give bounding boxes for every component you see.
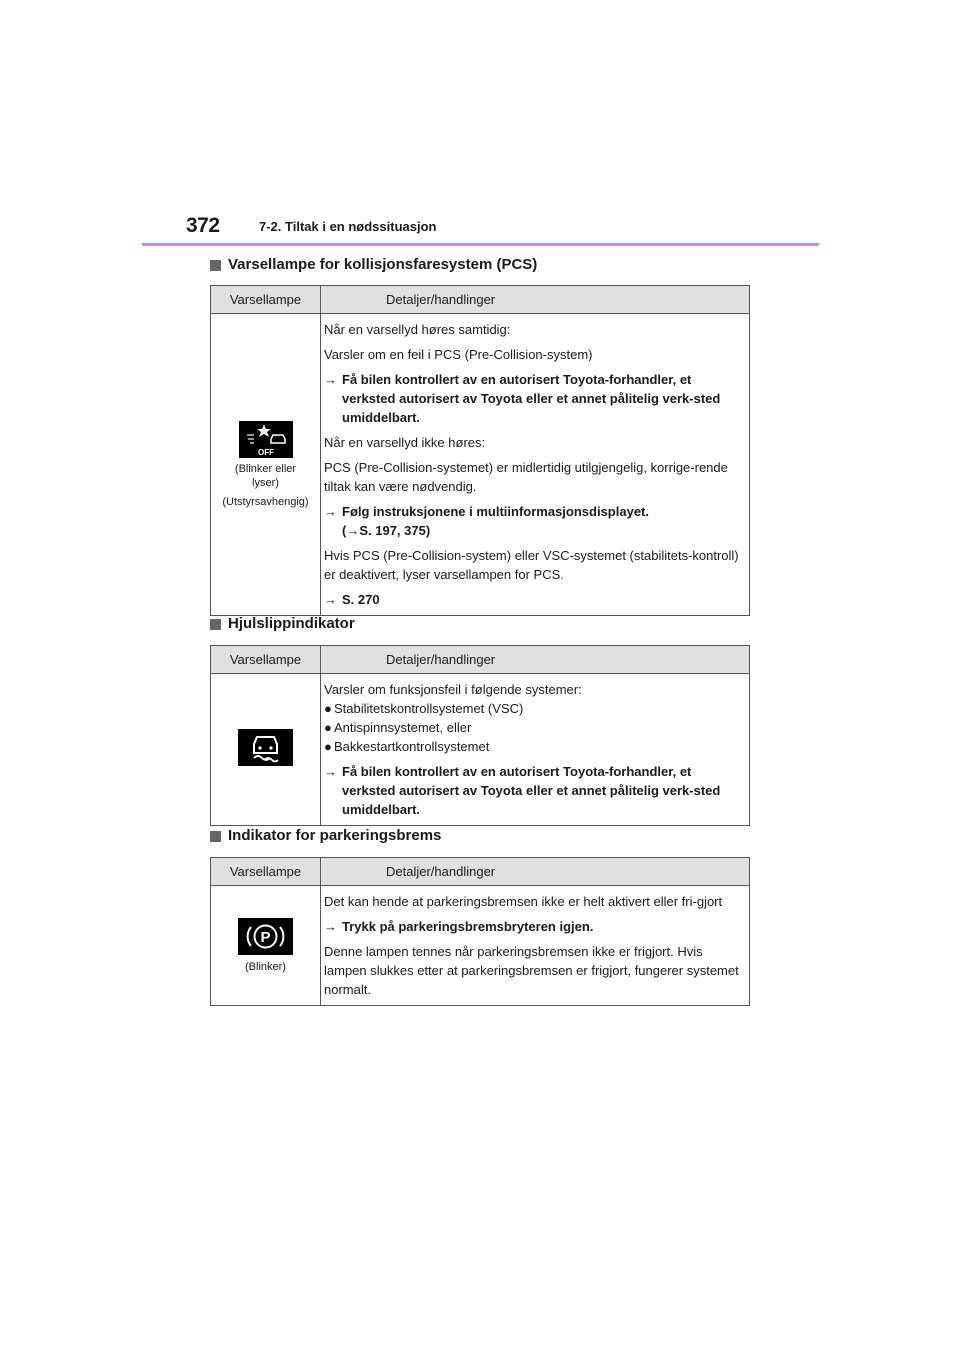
action-item [324,590,743,609]
action-item [324,370,743,427]
slip-table [210,645,750,826]
pcs-off-warning-icon [239,421,293,458]
heading-square-icon [210,260,221,271]
details-cell [321,674,750,826]
section-heading-pcs [210,256,537,273]
action-text: Følg instruksjonene i multiinformasjonsdisplayet. (→S. 197, 375) [342,504,649,538]
table-row [211,674,750,826]
page-number: 372 [186,214,220,237]
details-text: Når en varsellyd høres samtidig: [324,322,511,337]
page-reference-link[interactable]: S. 270 [342,592,380,607]
col-header-lamp: Varsellampe [211,646,321,674]
heading-square-icon [210,831,221,842]
section-heading-text: Varsellampe for kollisjonsfaresystem (PCS) [228,256,538,273]
section-heading-text: Hjulslippindikator [228,615,355,632]
bullet-icon: ● [324,720,332,735]
svg-text:P: P [260,928,271,946]
table-header-row [211,858,750,886]
section-heading-text: Indikator for parkeringsbrems [228,827,442,844]
details-text: Når en varsellyd ikke høres: [324,435,486,450]
action-item [324,917,743,936]
action-item [324,502,743,540]
details-text: Varsler om en feil i PCS (Pre-Collision-system) [324,347,593,362]
section-heading-parking [210,827,441,844]
list-item: ● Bakkestartkontrollsystemet [324,739,490,754]
heading-square-icon [210,619,221,630]
arrow-icon: → [324,764,337,779]
table-header-row [211,646,750,674]
action-item [324,762,743,819]
details-cell [321,314,750,616]
action-text: Trykk på parkeringsbremsbryteren igjen. [342,919,594,934]
section-heading-slip [210,615,355,632]
lamp-cell [211,674,321,826]
lamp-note: (Blinker eller lyser) [234,462,297,489]
pcs-table [210,285,750,616]
lamp-note: (Blinker) [245,960,286,973]
list-item: ● Stabilitetskontrollsystemet (VSC) [324,701,524,716]
col-header-lamp: Varsellampe [211,858,321,886]
svg-text:OFF: OFF [257,447,274,457]
details-text: Hvis PCS (Pre-Collision-system) eller VSC-systemet (stabilitets-kontroll) er deaktivert, lyser varsellampen for PCS. [324,548,739,582]
bullet-list [324,699,743,756]
col-header-details: Detaljer/handlinger [321,286,750,314]
lamp-note: (Utstyrsavhengig) [222,495,309,508]
lamp-cell [211,886,321,1006]
bullet-icon: ● [324,701,332,716]
arrow-icon: → [346,523,360,538]
details-text: PCS (Pre-Collision-systemet) er midlertidig utilgjengelig, korrige-rende tiltak kan være nødvendig. [324,460,728,494]
table-row [211,886,750,1006]
col-header-lamp: Varsellampe [211,286,321,314]
details-text: Denne lampen tennes når parkeringsbremsen ikke er frigjort. Hvis lampen slukkes etter at parkeringsbremsen er frigjort, fungerer systemet normalt. [324,944,739,997]
details-text: Det kan hende at parkeringsbremsen ikke er helt aktivert eller fri-gjort [324,894,723,909]
col-header-details: Detaljer/handlinger [321,646,750,674]
parking-brake-table [210,857,750,1006]
slip-indicator-icon [238,729,293,766]
bullet-icon: ● [324,739,332,754]
details-cell [321,886,750,1006]
details-text: Varsler om funksjonsfeil i følgende systemer: [324,682,582,697]
parking-brake-icon [238,918,293,955]
lamp-cell [211,314,321,616]
arrow-icon: → [324,919,337,934]
col-header-details: Detaljer/handlinger [321,858,750,886]
list-item: ● Antispinnsystemet, eller [324,720,472,735]
chapter-title: 7-2. Tiltak i en nødssituasjon [259,219,437,234]
action-text: Få bilen kontrollert av en autorisert Toyota-forhandler, et verksted autorisert av Toyota eller et annet pålitelig verk-sted umiddelbart. [342,372,721,425]
arrow-icon: → [324,372,337,387]
table-header-row [211,286,750,314]
arrow-icon: → [324,504,337,519]
action-text: Få bilen kontrollert av en autorisert Toyota-forhandler, et verksted autorisert av Toyota eller et annet pålitelig verk-sted umiddelbart. [342,764,721,817]
header-rule [142,243,819,246]
table-row [211,314,750,616]
arrow-icon: → [324,592,337,607]
